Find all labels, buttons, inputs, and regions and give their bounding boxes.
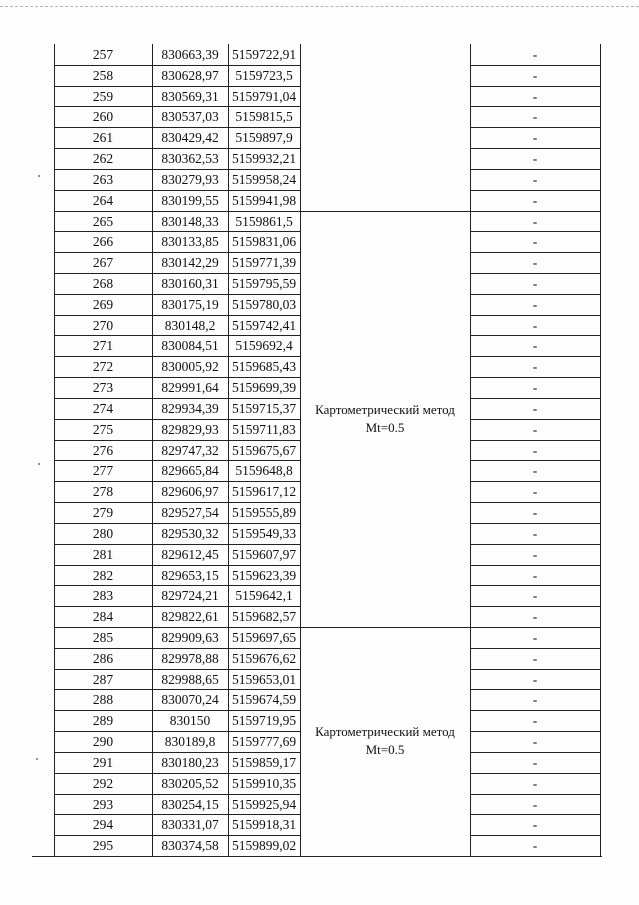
dash-cell: - — [532, 67, 538, 83]
coord-y: 5159815,5 — [235, 109, 293, 125]
dash-cell: - — [532, 671, 538, 687]
dash-cell: - — [532, 338, 538, 354]
dash-cell: - — [532, 47, 538, 62]
coord-x: 829653,15 — [161, 567, 219, 583]
dash-cell: - — [532, 546, 538, 562]
point-number: 266 — [92, 234, 114, 250]
point-number: 286 — [92, 650, 114, 666]
point-number: 295 — [92, 838, 114, 854]
coord-x: 830142,29 — [161, 255, 219, 271]
point-number: 275 — [92, 421, 114, 437]
coord-x: 830199,55 — [161, 192, 219, 208]
point-number: 261 — [92, 130, 114, 146]
point-number: 294 — [92, 817, 114, 833]
point-number: 281 — [92, 546, 114, 562]
point-number: 265 — [92, 213, 114, 229]
coord-x: 830663,39 — [161, 47, 219, 62]
point-number: 272 — [92, 359, 114, 375]
point-number: 293 — [92, 796, 114, 812]
dash-cell: - — [532, 151, 538, 167]
point-number: 289 — [92, 713, 114, 729]
dash-cell: - — [532, 713, 538, 729]
coord-y: 5159617,12 — [231, 484, 297, 500]
dash-cell: - — [532, 525, 538, 541]
coord-x: 829747,32 — [161, 442, 219, 458]
coord-y: 5159675,67 — [231, 442, 297, 458]
coord-y: 5159791,04 — [231, 88, 297, 104]
coord-x: 829527,54 — [161, 505, 219, 521]
coord-y: 5159699,39 — [231, 380, 297, 396]
dash-cell: - — [532, 775, 538, 791]
point-number: 264 — [92, 192, 114, 208]
dash-cell: - — [532, 296, 538, 312]
coord-y: 5159932,21 — [231, 151, 297, 167]
dash-cell: - — [532, 255, 538, 271]
dash-cell: - — [532, 734, 538, 750]
coord-y: 5159771,39 — [231, 255, 297, 271]
coord-x: 829978,88 — [161, 650, 219, 666]
coord-x: 830569,31 — [161, 88, 219, 104]
point-number: 276 — [92, 442, 114, 458]
point-number: 263 — [92, 171, 114, 187]
coord-y: 5159642,1 — [235, 588, 293, 604]
coord-y: 5159653,01 — [231, 671, 297, 687]
dash-cell: - — [532, 817, 538, 833]
dash-cell: - — [532, 400, 538, 416]
point-number: 292 — [92, 775, 114, 791]
point-number: 288 — [92, 692, 114, 708]
coord-x: 830180,23 — [161, 754, 219, 770]
coord-y: 5159941,98 — [231, 192, 297, 208]
method-note: Картометрический метод Mt=0.5 — [315, 724, 455, 758]
point-number: 282 — [92, 567, 114, 583]
dash-cell: - — [532, 650, 538, 666]
coord-x: 829991,64 — [161, 380, 219, 396]
coord-y: 5159918,31 — [231, 817, 297, 833]
coord-x: 829988,65 — [161, 671, 219, 687]
coord-y: 5159958,24 — [231, 171, 297, 187]
coord-x: 830279,93 — [161, 171, 219, 187]
coord-x: 830374,58 — [161, 838, 219, 854]
dash-cell: - — [532, 484, 538, 500]
coord-y: 5159795,59 — [231, 276, 297, 292]
coord-x: 829909,63 — [161, 629, 219, 645]
scan-top-edge — [0, 6, 639, 7]
point-number: 273 — [92, 380, 114, 396]
coord-y: 5159676,62 — [231, 650, 297, 666]
point-number: 262 — [92, 151, 114, 167]
dash-cell: - — [532, 567, 538, 583]
dash-cell: - — [532, 192, 538, 208]
dash-cell: - — [532, 463, 538, 479]
coord-y: 5159674,59 — [231, 692, 297, 708]
coordinates-table — [32, 44, 602, 856]
coord-y: 5159623,39 — [231, 567, 297, 583]
group-rule — [300, 627, 470, 628]
point-number: 274 — [92, 400, 114, 416]
coord-y: 5159897,9 — [235, 130, 293, 146]
dash-cell: - — [532, 109, 538, 125]
coord-x: 830628,97 — [161, 67, 219, 83]
coord-y: 5159697,65 — [231, 629, 297, 645]
coord-y: 5159859,17 — [231, 754, 297, 770]
point-number: 277 — [92, 463, 114, 479]
dash-cell: - — [532, 380, 538, 396]
coord-x: 830005,92 — [161, 359, 219, 375]
dash-cell: - — [532, 588, 538, 604]
dash-cell: - — [532, 692, 538, 708]
dash-cell: - — [532, 276, 538, 292]
point-number: 279 — [92, 505, 114, 521]
coord-y: 5159910,35 — [231, 775, 297, 791]
coord-y: 5159861,5 — [235, 213, 293, 229]
coord-y: 5159648,8 — [235, 463, 293, 479]
coord-x: 830189,8 — [164, 734, 216, 750]
coord-x: 829934,39 — [161, 400, 219, 416]
point-number: 271 — [92, 338, 114, 354]
dash-cell: - — [532, 754, 538, 770]
coord-y: 5159682,57 — [231, 609, 297, 625]
point-number: 270 — [92, 317, 114, 333]
coord-x: 829612,45 — [161, 546, 219, 562]
point-number: 291 — [92, 754, 114, 770]
coord-y: 5159925,94 — [231, 796, 297, 812]
point-number: 267 — [92, 255, 114, 271]
point-number: 290 — [92, 734, 114, 750]
table-vertical-rule — [600, 44, 601, 856]
coord-y: 5159555,89 — [231, 505, 297, 521]
point-number: 269 — [92, 296, 114, 312]
coord-x: 830150 — [169, 713, 211, 729]
dash-cell: - — [532, 213, 538, 229]
coord-x: 830148,33 — [161, 213, 219, 229]
coord-y: 5159692,4 — [235, 338, 293, 354]
dash-cell: - — [532, 505, 538, 521]
coord-x: 830070,24 — [161, 692, 219, 708]
point-number: 280 — [92, 525, 114, 541]
coord-x: 830254,15 — [161, 796, 219, 812]
dash-cell: - — [532, 609, 538, 625]
coord-y: 5159607,97 — [231, 546, 297, 562]
coord-x: 829822,61 — [161, 609, 219, 625]
dash-cell: - — [532, 234, 538, 250]
coord-y: 5159777,69 — [231, 734, 297, 750]
coord-x: 829530,32 — [161, 525, 219, 541]
dash-cell: - — [532, 442, 538, 458]
point-number: 268 — [92, 276, 114, 292]
point-number: 285 — [92, 629, 114, 645]
coord-x: 830148,2 — [164, 317, 216, 333]
method-note: Картометрический метод Mt=0.5 — [315, 401, 455, 435]
point-number: 258 — [92, 67, 114, 83]
dash-cell: - — [532, 838, 538, 854]
coord-y: 5159719,95 — [231, 713, 297, 729]
point-number: 284 — [92, 609, 114, 625]
coord-y: 5159780,03 — [231, 296, 297, 312]
dash-cell: - — [532, 317, 538, 333]
coord-x: 830160,31 — [161, 276, 219, 292]
coord-x: 830537,03 — [161, 109, 219, 125]
coord-y: 5159711,83 — [232, 421, 296, 437]
point-number: 287 — [92, 671, 114, 687]
coord-y: 5159715,37 — [231, 400, 297, 416]
dash-cell: - — [532, 359, 538, 375]
dash-cell: - — [532, 130, 538, 146]
table-bottom-rule — [32, 856, 602, 857]
coord-x: 830362,53 — [161, 151, 219, 167]
coord-y: 5159723,5 — [235, 67, 293, 83]
coord-x: 829724,21 — [161, 588, 219, 604]
point-number: 259 — [92, 88, 114, 104]
point-number: 260 — [92, 109, 114, 125]
group-rule — [300, 211, 470, 212]
point-number: 283 — [92, 588, 114, 604]
coord-x: 829665,84 — [161, 463, 219, 479]
coord-x: 830205,52 — [161, 775, 219, 791]
dash-cell: - — [532, 796, 538, 812]
point-number: 257 — [92, 47, 114, 62]
coord-y: 5159685,43 — [231, 359, 297, 375]
dash-cell: - — [532, 171, 538, 187]
coord-y: 5159722,91 — [231, 47, 297, 62]
coord-x: 830175,19 — [161, 296, 219, 312]
point-number: 278 — [92, 484, 114, 500]
coord-x: 830429,42 — [161, 130, 219, 146]
coord-x: 830331,07 — [161, 817, 219, 833]
coord-y: 5159899,02 — [231, 838, 297, 854]
coord-x: 829606,97 — [161, 484, 219, 500]
dash-cell: - — [532, 629, 538, 645]
coord-y: 5159742,41 — [231, 317, 297, 333]
coord-x: 830133,85 — [161, 234, 219, 250]
coord-y: 5159549,33 — [231, 525, 297, 541]
coord-x: 829829,93 — [161, 421, 219, 437]
dash-cell: - — [532, 88, 538, 104]
coord-x: 830084,51 — [161, 338, 219, 354]
dash-cell: - — [532, 421, 538, 437]
coord-y: 5159831,06 — [231, 234, 297, 250]
